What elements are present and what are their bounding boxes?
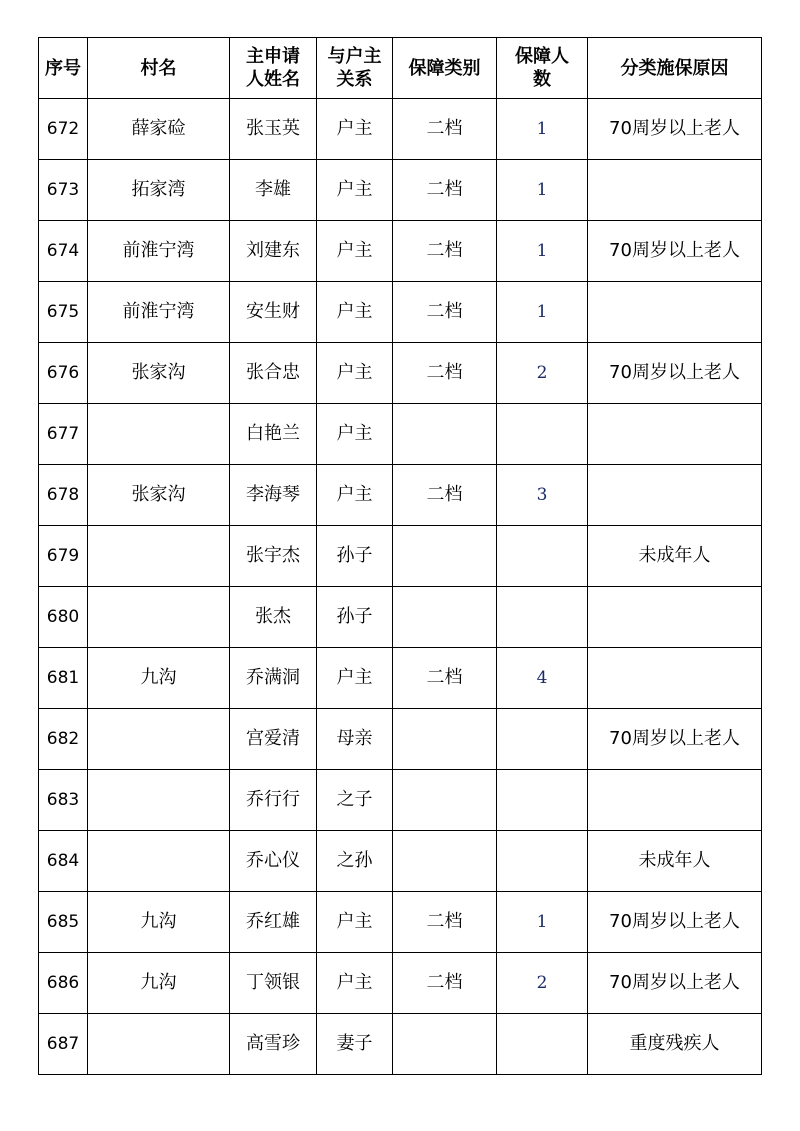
cell-applicant: 丁领银 (230, 953, 317, 1014)
header-row (39, 38, 762, 99)
cell-count: 3 (497, 465, 588, 526)
header-relation-line: 与户主 (327, 46, 382, 67)
cell-reason: 未成年人 (588, 831, 762, 892)
table-body (39, 99, 762, 1075)
cell-relation: 户主 (317, 404, 393, 465)
cell-village: 九沟 (88, 953, 230, 1014)
cell-reason: 70周岁以上老人 (588, 709, 762, 770)
table-row (39, 160, 762, 221)
cell-seq: 674 (39, 221, 88, 282)
cell-category (393, 526, 497, 587)
cell-seq: 676 (39, 343, 88, 404)
cell-count: 1 (497, 892, 588, 953)
cell-applicant: 乔心仪 (230, 831, 317, 892)
cell-category: 二档 (393, 343, 497, 404)
cell-village (88, 709, 230, 770)
cell-seq: 673 (39, 160, 88, 221)
table-row (39, 892, 762, 953)
table-row (39, 221, 762, 282)
cell-category: 二档 (393, 892, 497, 953)
table-row (39, 831, 762, 892)
table-row (39, 1014, 762, 1075)
cell-applicant: 高雪珍 (230, 1014, 317, 1075)
cell-village (88, 587, 230, 648)
cell-relation: 户主 (317, 892, 393, 953)
cell-category (393, 404, 497, 465)
cell-relation: 户主 (317, 953, 393, 1014)
cell-seq: 677 (39, 404, 88, 465)
table-row (39, 282, 762, 343)
cell-reason: 重度残疾人 (588, 1014, 762, 1075)
header-seq-line: 序号 (45, 57, 81, 79)
table-row (39, 770, 762, 831)
table-header (39, 38, 762, 99)
table-row (39, 99, 762, 160)
cell-category: 二档 (393, 221, 497, 282)
cell-village: 前淮宁湾 (88, 282, 230, 343)
table-row (39, 648, 762, 709)
table-row (39, 404, 762, 465)
header-applicant (230, 38, 317, 99)
cell-applicant: 李海琴 (230, 465, 317, 526)
cell-reason (588, 465, 762, 526)
table-row (39, 465, 762, 526)
cell-seq: 679 (39, 526, 88, 587)
cell-reason: 70周岁以上老人 (588, 953, 762, 1014)
header-count (497, 38, 588, 99)
cell-relation: 户主 (317, 648, 393, 709)
cell-seq: 672 (39, 99, 88, 160)
cell-relation: 户主 (317, 160, 393, 221)
cell-count: 1 (497, 160, 588, 221)
cell-applicant: 乔满洞 (230, 648, 317, 709)
cell-village (88, 404, 230, 465)
header-applicant-line: 人姓名 (246, 69, 300, 90)
cell-seq: 678 (39, 465, 88, 526)
table-row (39, 587, 762, 648)
assistance-table (38, 37, 762, 1075)
header-count-line: 保障人 (515, 46, 569, 67)
cell-relation: 孙子 (317, 526, 393, 587)
cell-village: 前淮宁湾 (88, 221, 230, 282)
cell-reason: 70周岁以上老人 (588, 892, 762, 953)
cell-relation: 户主 (317, 465, 393, 526)
cell-category: 二档 (393, 953, 497, 1014)
header-category-line: 保障类别 (408, 57, 481, 79)
cell-applicant: 宫爱清 (230, 709, 317, 770)
cell-applicant: 张玉英 (230, 99, 317, 160)
cell-category (393, 709, 497, 770)
table-row (39, 953, 762, 1014)
cell-relation: 户主 (317, 282, 393, 343)
table-row (39, 526, 762, 587)
cell-relation: 户主 (317, 99, 393, 160)
cell-reason (588, 770, 762, 831)
cell-count (497, 709, 588, 770)
cell-relation: 孙子 (317, 587, 393, 648)
cell-category: 二档 (393, 465, 497, 526)
cell-relation: 之子 (317, 770, 393, 831)
cell-village (88, 1014, 230, 1075)
cell-applicant: 张合忠 (230, 343, 317, 404)
cell-village (88, 770, 230, 831)
cell-applicant: 乔行行 (230, 770, 317, 831)
cell-category: 二档 (393, 648, 497, 709)
cell-category (393, 587, 497, 648)
cell-category (393, 1014, 497, 1075)
cell-count: 4 (497, 648, 588, 709)
header-applicant-line: 主申请 (246, 46, 300, 67)
cell-reason: 70周岁以上老人 (588, 99, 762, 160)
cell-relation: 户主 (317, 221, 393, 282)
cell-count: 1 (497, 99, 588, 160)
cell-reason (588, 648, 762, 709)
cell-reason (588, 282, 762, 343)
header-village (88, 38, 230, 99)
cell-reason: 70周岁以上老人 (588, 221, 762, 282)
cell-seq: 680 (39, 587, 88, 648)
cell-applicant: 安生财 (230, 282, 317, 343)
cell-count (497, 404, 588, 465)
header-category (393, 38, 497, 99)
cell-count (497, 587, 588, 648)
cell-count (497, 1014, 588, 1075)
cell-count: 1 (497, 282, 588, 343)
table-row (39, 343, 762, 404)
cell-relation: 母亲 (317, 709, 393, 770)
cell-reason: 未成年人 (588, 526, 762, 587)
cell-count: 2 (497, 953, 588, 1014)
cell-reason: 70周岁以上老人 (588, 343, 762, 404)
cell-relation: 户主 (317, 343, 393, 404)
table-row (39, 709, 762, 770)
cell-category: 二档 (393, 99, 497, 160)
cell-count: 2 (497, 343, 588, 404)
cell-count (497, 831, 588, 892)
header-village-line: 村名 (140, 57, 177, 79)
cell-village (88, 831, 230, 892)
cell-reason (588, 587, 762, 648)
cell-village: 九沟 (88, 648, 230, 709)
cell-village: 拓家湾 (88, 160, 230, 221)
cell-category (393, 770, 497, 831)
cell-seq: 686 (39, 953, 88, 1014)
cell-count (497, 770, 588, 831)
cell-village: 九沟 (88, 892, 230, 953)
cell-applicant: 张宇杰 (230, 526, 317, 587)
header-count-line: 数 (533, 69, 551, 90)
cell-seq: 675 (39, 282, 88, 343)
cell-count (497, 526, 588, 587)
cell-applicant: 乔红雄 (230, 892, 317, 953)
cell-applicant: 白艳兰 (230, 404, 317, 465)
cell-category (393, 831, 497, 892)
cell-applicant: 李雄 (230, 160, 317, 221)
cell-category: 二档 (393, 282, 497, 343)
cell-applicant: 张杰 (230, 587, 317, 648)
cell-applicant: 刘建东 (230, 221, 317, 282)
header-reason-line: 分类施保原因 (620, 57, 729, 79)
cell-seq: 681 (39, 648, 88, 709)
cell-village: 张家沟 (88, 343, 230, 404)
cell-village: 薛家硷 (88, 99, 230, 160)
cell-count: 1 (497, 221, 588, 282)
cell-seq: 685 (39, 892, 88, 953)
cell-category: 二档 (393, 160, 497, 221)
cell-seq: 683 (39, 770, 88, 831)
cell-village (88, 526, 230, 587)
cell-village: 张家沟 (88, 465, 230, 526)
cell-reason (588, 404, 762, 465)
cell-relation: 妻子 (317, 1014, 393, 1075)
cell-reason (588, 160, 762, 221)
header-seq (39, 38, 88, 99)
cell-relation: 之孙 (317, 831, 393, 892)
header-reason (588, 38, 762, 99)
cell-seq: 687 (39, 1014, 88, 1075)
header-relation (317, 38, 393, 99)
header-relation-line: 关系 (336, 69, 373, 90)
cell-seq: 684 (39, 831, 88, 892)
cell-seq: 682 (39, 709, 88, 770)
